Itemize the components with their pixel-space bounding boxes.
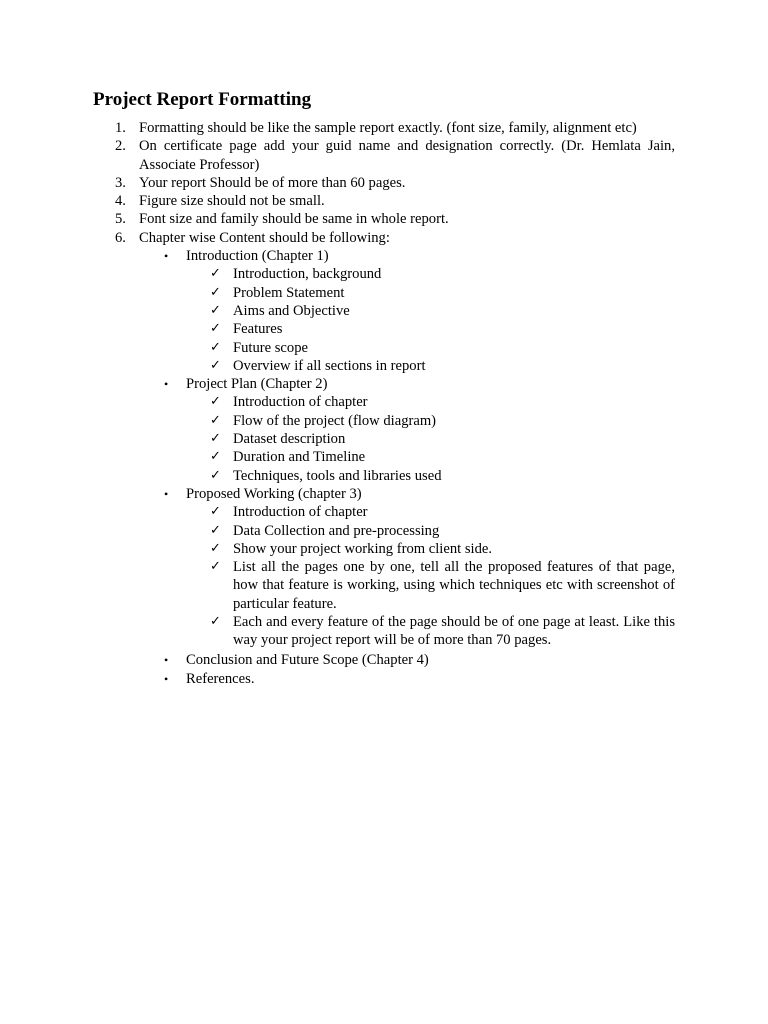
check-item <box>186 357 675 375</box>
checkmark-icon: ✓ <box>210 284 221 300</box>
list-item <box>93 119 675 137</box>
check-item-text: Techniques, tools and libraries used <box>233 467 442 484</box>
checkmark-icon: ✓ <box>210 614 221 630</box>
check-item-text: Introduction, background <box>233 266 382 283</box>
check-item-text: Features <box>233 321 283 338</box>
checkmark-icon: ✓ <box>210 339 221 355</box>
chapter-label: Project Plan (Chapter 2) <box>186 376 328 393</box>
numbered-list <box>93 119 675 688</box>
check-item-text: Flow of the project (flow diagram) <box>233 412 437 429</box>
chapter-points <box>186 503 675 649</box>
check-item-text: Show your project working from client side. <box>233 540 492 557</box>
check-item-text: Future scope <box>233 339 308 356</box>
list-item-text: Figure size should not be small. <box>139 193 325 210</box>
check-item-text: Dataset description <box>233 431 346 448</box>
check-item-text: Data Collection and pre-processing <box>233 522 440 539</box>
bullet-icon: • <box>164 377 169 392</box>
check-item <box>186 412 675 430</box>
list-number: 6. <box>115 229 126 246</box>
checkmark-icon: ✓ <box>210 449 221 465</box>
check-item <box>186 558 675 613</box>
chapter-label: Introduction (Chapter 1) <box>186 248 329 265</box>
chapter-item-project-plan <box>139 375 675 485</box>
bullet-icon: • <box>164 249 169 264</box>
list-item-text: Your report Should be of more than 60 pages. <box>139 174 406 191</box>
list-number: 1. <box>115 120 126 136</box>
list-item-text: Formatting should be like the sample report exactly. (font size, family, alignment etc) <box>139 120 637 136</box>
chapter-item-introduction <box>139 247 675 375</box>
list-item-text: Chapter wise Content should be following: <box>139 229 390 246</box>
check-item-text: Overview if all sections in report <box>233 357 426 374</box>
chapter-item-references <box>139 670 675 688</box>
list-number: 5. <box>115 211 126 228</box>
chapter-points <box>186 393 675 484</box>
list-item <box>93 229 675 688</box>
checkmark-icon: ✓ <box>210 321 221 337</box>
check-item-text: List all the pages one by one, tell all the proposed features of that page, how that feature is working, using which techniques etc with screenshot of particular feature. <box>233 559 675 612</box>
checkmark-icon: ✓ <box>210 357 221 373</box>
check-item <box>186 339 675 357</box>
check-item <box>186 503 675 521</box>
check-item-text: Duration and Timeline <box>233 449 366 466</box>
check-item <box>186 302 675 320</box>
bullet-icon: • <box>164 486 169 501</box>
check-item <box>186 467 675 485</box>
chapter-item-proposed-working <box>139 485 675 650</box>
checkmark-icon: ✓ <box>210 302 221 318</box>
list-item <box>93 210 675 228</box>
checkmark-icon: ✓ <box>210 266 221 282</box>
list-item-text: Font size and family should be same in whole report. <box>139 211 449 228</box>
bullet-icon: • <box>164 671 169 686</box>
check-item <box>186 284 675 302</box>
check-item <box>186 522 675 540</box>
check-item <box>186 265 675 283</box>
check-item-text: Each and every feature of the page should be of one page at least. Like this way your project report will be of more than 70 pages. <box>233 614 675 649</box>
check-item-text: Introduction of chapter <box>233 504 368 521</box>
chapter-label: References. <box>186 670 255 687</box>
list-item <box>93 137 675 174</box>
checkmark-icon: ✓ <box>210 504 221 520</box>
check-item <box>186 430 675 448</box>
check-item-text: Aims and Objective <box>233 302 350 319</box>
check-item-text: Problem Statement <box>233 284 345 301</box>
check-item <box>186 540 675 558</box>
chapter-label: Conclusion and Future Scope (Chapter 4) <box>186 651 429 668</box>
list-item <box>93 174 675 192</box>
chapter-label: Proposed Working (chapter 3) <box>186 485 362 502</box>
chapter-list <box>139 247 675 688</box>
checkmark-icon: ✓ <box>210 522 221 538</box>
chapter-item-conclusion <box>139 651 675 669</box>
list-number: 4. <box>115 193 126 210</box>
list-item <box>93 192 675 210</box>
checkmark-icon: ✓ <box>210 394 221 410</box>
checkmark-icon: ✓ <box>210 431 221 447</box>
check-item <box>186 448 675 466</box>
bullet-icon: • <box>164 652 169 667</box>
check-item <box>186 320 675 338</box>
checkmark-icon: ✓ <box>210 540 221 556</box>
list-number: 3. <box>115 174 126 191</box>
checkmark-icon: ✓ <box>210 467 221 483</box>
check-item <box>186 393 675 411</box>
check-item-text: Introduction of chapter <box>233 394 368 411</box>
checkmark-icon: ✓ <box>210 559 221 575</box>
document-body <box>93 119 675 688</box>
check-item <box>186 613 675 650</box>
chapter-points <box>186 265 675 375</box>
list-item-text: On certificate page add your guid name and designation correctly. (Dr. Hemlata Jain, Associate Professor) <box>139 138 675 173</box>
list-number: 2. <box>115 138 126 155</box>
checkmark-icon: ✓ <box>210 412 221 428</box>
page-title: Project Report Formatting <box>93 89 312 110</box>
